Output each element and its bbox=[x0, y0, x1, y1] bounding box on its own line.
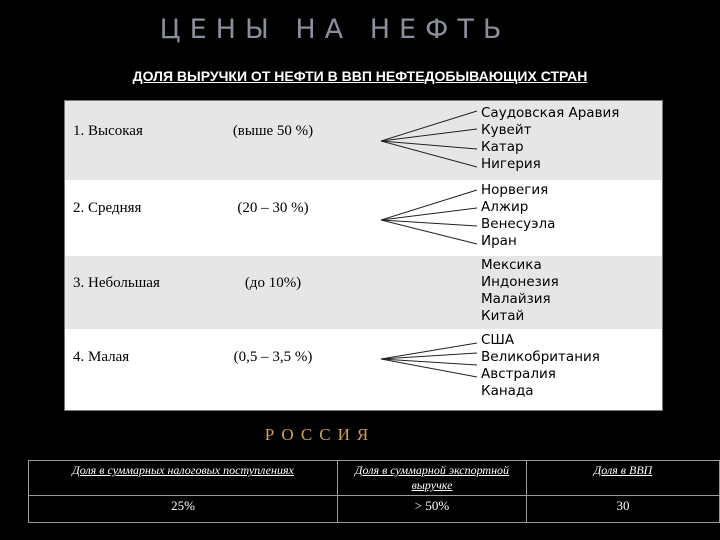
page-subtitle: ДОЛЯ ВЫРУЧКИ ОТ НЕФТИ В ВВП НЕФТЕДОБЫВАЮЩИХ СТРАН bbox=[132, 68, 588, 84]
group-range-label: (выше 50 %) bbox=[232, 123, 314, 139]
table-header-cell: Доля в ВВП bbox=[527, 461, 720, 496]
group-level-label: 1. Высокая bbox=[73, 123, 143, 139]
group-country-list bbox=[481, 257, 559, 325]
country-item: Норвегия bbox=[481, 182, 549, 198]
table-cell: > 50% bbox=[338, 496, 527, 523]
table-cell: 30 bbox=[527, 496, 720, 523]
group-band-medium bbox=[65, 180, 662, 256]
group-country-list bbox=[481, 182, 555, 250]
group-band-high bbox=[65, 101, 662, 180]
table-header-cell: Доля в суммарных налоговых поступлениях bbox=[29, 461, 338, 496]
fan-lines-icon bbox=[373, 180, 483, 256]
group-range-label: (до 10%) bbox=[244, 275, 302, 291]
country-item: Иран bbox=[481, 233, 517, 249]
russia-table bbox=[28, 460, 720, 523]
country-item: Мексика bbox=[481, 257, 542, 273]
country-item: Китай bbox=[481, 308, 525, 324]
country-item: Алжир bbox=[481, 199, 529, 215]
fan-lines-icon bbox=[373, 329, 483, 410]
group-band-small bbox=[65, 256, 662, 329]
page-title: ЦЕНЫ НА НЕФТЬ bbox=[159, 14, 511, 45]
country-item: Нигерия bbox=[481, 156, 541, 172]
group-band-low bbox=[65, 329, 662, 410]
country-item: Катар bbox=[481, 139, 524, 155]
country-item: Индонезия bbox=[481, 274, 559, 290]
country-item: Канада bbox=[481, 383, 534, 399]
group-country-list bbox=[481, 332, 600, 400]
group-country-list bbox=[481, 105, 619, 173]
country-item: Венесуэла bbox=[481, 216, 556, 232]
table-cell: 25% bbox=[29, 496, 338, 523]
country-item: Малайзия bbox=[481, 291, 551, 307]
group-level-label: 2. Средняя bbox=[73, 200, 142, 216]
group-range-label: (0,5 – 3,5 %) bbox=[233, 349, 313, 365]
group-level-label: 4. Малая bbox=[73, 349, 130, 365]
country-item: Кувейт bbox=[481, 122, 532, 138]
country-item: Великобритания bbox=[481, 349, 600, 365]
group-range-label: (20 – 30 %) bbox=[237, 200, 309, 216]
table-header-cell: Доля в суммарной экспортной выручке bbox=[338, 461, 527, 496]
russia-heading: РОССИЯ bbox=[264, 425, 376, 444]
country-item: Австралия bbox=[481, 366, 556, 382]
oil-share-panel bbox=[64, 100, 663, 411]
table-header-row bbox=[29, 461, 720, 496]
table-row bbox=[29, 496, 720, 523]
country-item: США bbox=[481, 332, 515, 348]
fan-lines-icon bbox=[373, 101, 483, 180]
country-item: Саудовская Аравия bbox=[481, 105, 620, 121]
group-level-label: 3. Небольшая bbox=[73, 275, 160, 291]
